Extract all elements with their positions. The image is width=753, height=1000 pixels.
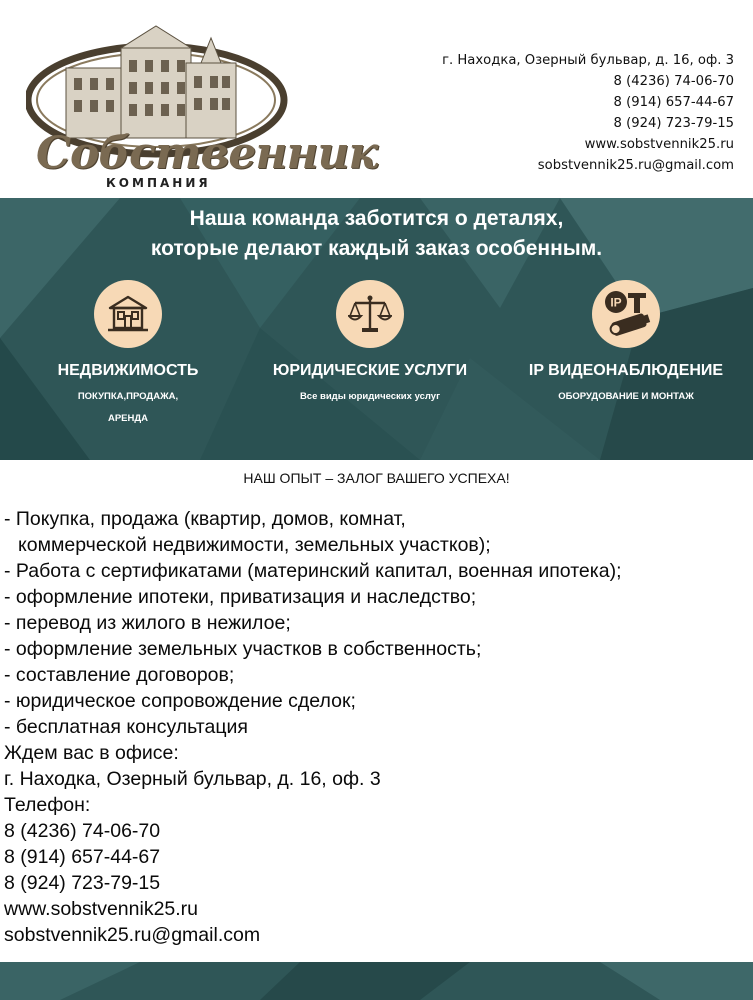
service-desc (48, 386, 208, 430)
list-item: - юридическое сопровождение сделок; (4, 690, 356, 712)
website-link[interactable]: www.sobstvennik25.ru (4, 898, 199, 920)
phone-link[interactable]: 8 (4236) 74-06-70 (4, 820, 161, 842)
list-item: - Работа с сертификатами (материнский капитал, военная ипотека); (4, 560, 622, 582)
list-item: Телефон: (4, 794, 91, 816)
services-banner (0, 198, 753, 460)
phone-link[interactable]: 8 (924) 723-79-15 (4, 872, 161, 894)
services-list (4, 506, 622, 948)
contact-phone-1[interactable]: 8 (4236) 74-06-70 (613, 74, 734, 89)
service-desc-line: ОБОРУДОВАНИЕ И МОНТАЖ (558, 391, 694, 402)
list-item: - составление договоров; (4, 664, 235, 686)
list-item: - бесплатная консультация (4, 716, 248, 738)
service-ip-surveillance (512, 280, 740, 408)
footer-background (0, 962, 753, 1000)
tagline-line-2: которые делают каждый заказ особенным. (150, 237, 603, 260)
contact-email[interactable]: sobstvennik25.ru@gmail.com (537, 158, 734, 173)
service-title: НЕДВИЖИМОСТЬ (57, 362, 199, 379)
contact-website[interactable]: www.sobstvennik25.ru (584, 137, 734, 152)
logo-subtitle: КОМПАНИЯ (106, 176, 211, 190)
list-item: - оформление ипотеки, приватизация и наследство; (4, 586, 477, 608)
slogan: НАШ ОПЫТ – ЗАЛОГ ВАШЕГО УСПЕХА! (243, 470, 510, 486)
header (0, 0, 753, 198)
company-logo (26, 18, 378, 194)
contact-phone-3[interactable]: 8 (924) 723-79-15 (613, 116, 734, 131)
service-desc (512, 386, 740, 408)
email-link[interactable]: sobstvennik25.ru@gmail.com (4, 924, 261, 946)
list-item: г. Находка, Озерный бульвар, д. 16, оф. 3 (4, 768, 381, 790)
phone-link[interactable]: 8 (914) 657-44-67 (4, 846, 161, 868)
service-desc-line: АРЕНДА (107, 413, 149, 424)
service-real-estate (48, 280, 208, 430)
contact-address: г. Находка, Озерный бульвар, д. 16, оф. 3 (442, 53, 734, 68)
ip-camera-icon (592, 280, 660, 348)
list-item: - оформление земельных участков в собственность; (4, 638, 482, 660)
tagline-line-1: Наша команда заботится о деталях, (189, 207, 564, 230)
banner-tagline (0, 204, 753, 264)
house-icon (94, 280, 162, 348)
scales-icon (336, 280, 404, 348)
service-desc-line: ПОКУПКА,ПРОДАЖА, (77, 391, 179, 402)
svg-text:IP: IP (610, 295, 622, 310)
service-desc (256, 386, 484, 408)
list-item: - Покупка, продажа (квартир, домов, комнат, (4, 508, 406, 530)
service-legal (256, 280, 484, 408)
list-item: - перевод из жилого в нежилое; (4, 612, 291, 634)
list-item: коммерческой недвижимости, земельных участков); (18, 534, 491, 556)
logo-wordmark: Собственник (36, 128, 378, 179)
footer-band (0, 962, 753, 1000)
service-title: IP ВИДЕОНАБЛЮДЕНИЕ (528, 362, 724, 379)
list-item: Ждем вас в офисе: (4, 742, 179, 764)
header-contacts (442, 50, 734, 176)
contact-phone-2[interactable]: 8 (914) 657-44-67 (613, 95, 734, 110)
service-desc-line: Все виды юридических услуг (299, 391, 441, 402)
service-title: ЮРИДИЧЕСКИЕ УСЛУГИ (272, 362, 468, 379)
